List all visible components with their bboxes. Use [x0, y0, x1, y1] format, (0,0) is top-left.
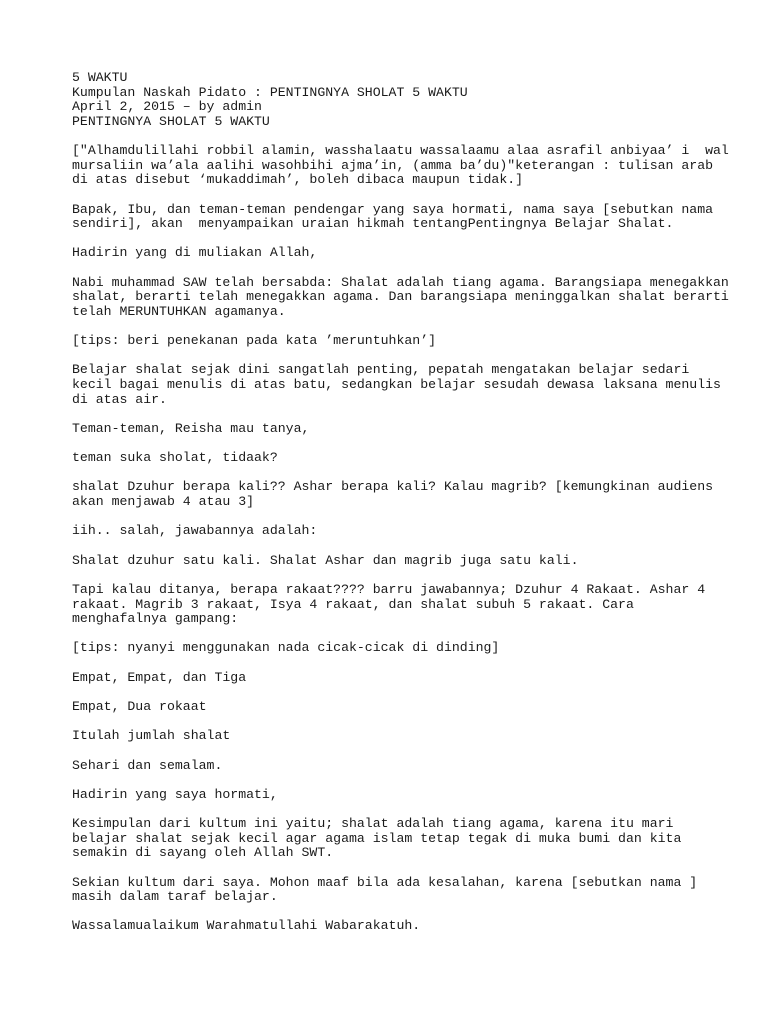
- paragraph: [72, 583, 712, 627]
- paragraph: [72, 788, 712, 803]
- paragraph: [72, 274, 729, 320]
- paragraph: [72, 700, 712, 715]
- paragraph: [72, 246, 712, 261]
- paragraph-line: Bapak, Ibu, dan teman-teman pendengar yang saya hormati, nama saya [sebutkan nama: [72, 201, 714, 217]
- paragraph: [72, 919, 712, 934]
- paragraph-line: iih.. salah, jawabannya adalah:: [72, 523, 318, 539]
- paragraph-line: masih dalam taraf belajar.: [72, 889, 278, 905]
- paragraph-line: telah MERUNTUHKAN agamanya.: [72, 303, 286, 319]
- paragraph-line: Empat, Empat, dan Tiga: [72, 669, 247, 685]
- paragraph: [72, 334, 712, 349]
- paragraph-line: sendiri], akan menyampaikan uraian hikmah tentangPentingnya Belajar Shalat.: [72, 216, 674, 232]
- paragraph: [72, 480, 712, 509]
- paragraph: [72, 671, 712, 686]
- paragraph: [72, 554, 712, 569]
- paragraph: [72, 876, 712, 905]
- document-header: [72, 71, 712, 129]
- paragraph: [72, 451, 712, 466]
- paragraph-line: akan menjawab 4 atau 3]: [72, 494, 255, 510]
- paragraph-line: Shalat dzuhur satu kali. Shalat Ashar dan magrib juga satu kali.: [72, 552, 579, 568]
- paragraph-line: semakin di sayang oleh Allah SWT.: [72, 845, 334, 861]
- header-line-title: Kumpulan Naskah Pidato : PENTINGNYA SHOLAT 5 WAKTU: [72, 84, 468, 100]
- header-line-heading: PENTINGNYA SHOLAT 5 WAKTU: [72, 113, 270, 129]
- paragraph-line: di atas disebut ‘mukaddimah’, boleh dibaca maupun tidak.]: [72, 172, 524, 188]
- paragraph-line: ["Alhamdulillahi robbil alamin, wasshalaatu wassalaamu alaa asrafil anbiyaa’ i wal: [72, 143, 729, 159]
- paragraph-line: Hadirin yang di muliakan Allah,: [72, 245, 318, 261]
- paragraph-line: Nabi muhammad SAW telah bersabda: Shalat adalah tiang agama. Barangsiapa menegakkan: [72, 274, 729, 290]
- paragraph-line: kecil bagai menulis di atas batu, sedangkan belajar sesudah dewasa laksana menulis: [72, 377, 721, 393]
- paragraph-line: mursaliin wa’ala aalihi wasohbihi ajma’in, (amma ba’du)"keterangan : tulisan arab: [72, 157, 714, 173]
- paragraph-line: belajar shalat sejak kecil agar agama islam tetap tegak di muka bumi dan kita: [72, 830, 682, 846]
- paragraph-line: Wassalamualaikum Warahmatullahi Wabarakatuh.: [72, 918, 421, 934]
- paragraph-line: Itulah jumlah shalat: [72, 728, 231, 744]
- paragraph: [72, 817, 712, 861]
- paragraph-line: Hadirin yang saya hormati,: [72, 786, 278, 802]
- paragraph: [72, 362, 721, 407]
- paragraph-line: di atas air.: [72, 391, 167, 407]
- header-line-series: 5 WAKTU: [72, 70, 128, 85]
- paragraph-line: Kesimpulan dari kultum ini yaitu; shalat adalah tiang agama, karena itu mari: [72, 816, 674, 832]
- paragraph-line: Empat, Dua rokaat: [72, 698, 207, 714]
- document-page: [72, 70, 729, 949]
- header-line-date: April 2, 2015 – by admin: [72, 99, 262, 115]
- paragraph: [72, 203, 712, 232]
- paragraph-line: Teman-teman, Reisha mau tanya,: [72, 420, 310, 436]
- paragraph: [72, 729, 712, 744]
- paragraph: [72, 524, 712, 539]
- document-body: [72, 143, 729, 934]
- paragraph: [72, 759, 712, 774]
- paragraph-line: Belajar shalat sejak dini sangatlah penting, pepatah mengatakan belajar sedari: [72, 362, 690, 378]
- paragraph-line: shalat, berarti telah menegakkan agama. Dan barangsiapa meninggalkan shalat berarti: [72, 289, 729, 305]
- paragraph-line: teman suka sholat, tidaak?: [72, 450, 278, 466]
- paragraph-line: Sehari dan semalam.: [72, 757, 223, 773]
- paragraph-line: rakaat. Magrib 3 rakaat, Isya 4 rakaat, dan shalat subuh 5 rakaat. Cara: [72, 596, 634, 612]
- paragraph-line: Tapi kalau ditanya, berapa rakaat???? barru jawabannya; Dzuhur 4 Rakaat. Ashar 4: [72, 581, 706, 597]
- paragraph: [72, 641, 712, 656]
- paragraph: [72, 143, 729, 188]
- paragraph-line: Sekian kultum dari saya. Mohon maaf bila ada kesalahan, karena [sebutkan nama ]: [72, 874, 698, 890]
- paragraph-line: shalat Dzuhur berapa kali?? Ashar berapa kali? Kalau magrib? [kemungkinan audiens: [72, 479, 714, 495]
- paragraph-line: [tips: nyanyi menggunakan nada cicak-cicak di dinding]: [72, 640, 500, 656]
- paragraph-line: [tips: beri penekanan pada kata ’meruntuhkan’]: [72, 333, 437, 349]
- paragraph-line: menghafalnya gampang:: [72, 611, 239, 627]
- paragraph: [72, 422, 712, 437]
